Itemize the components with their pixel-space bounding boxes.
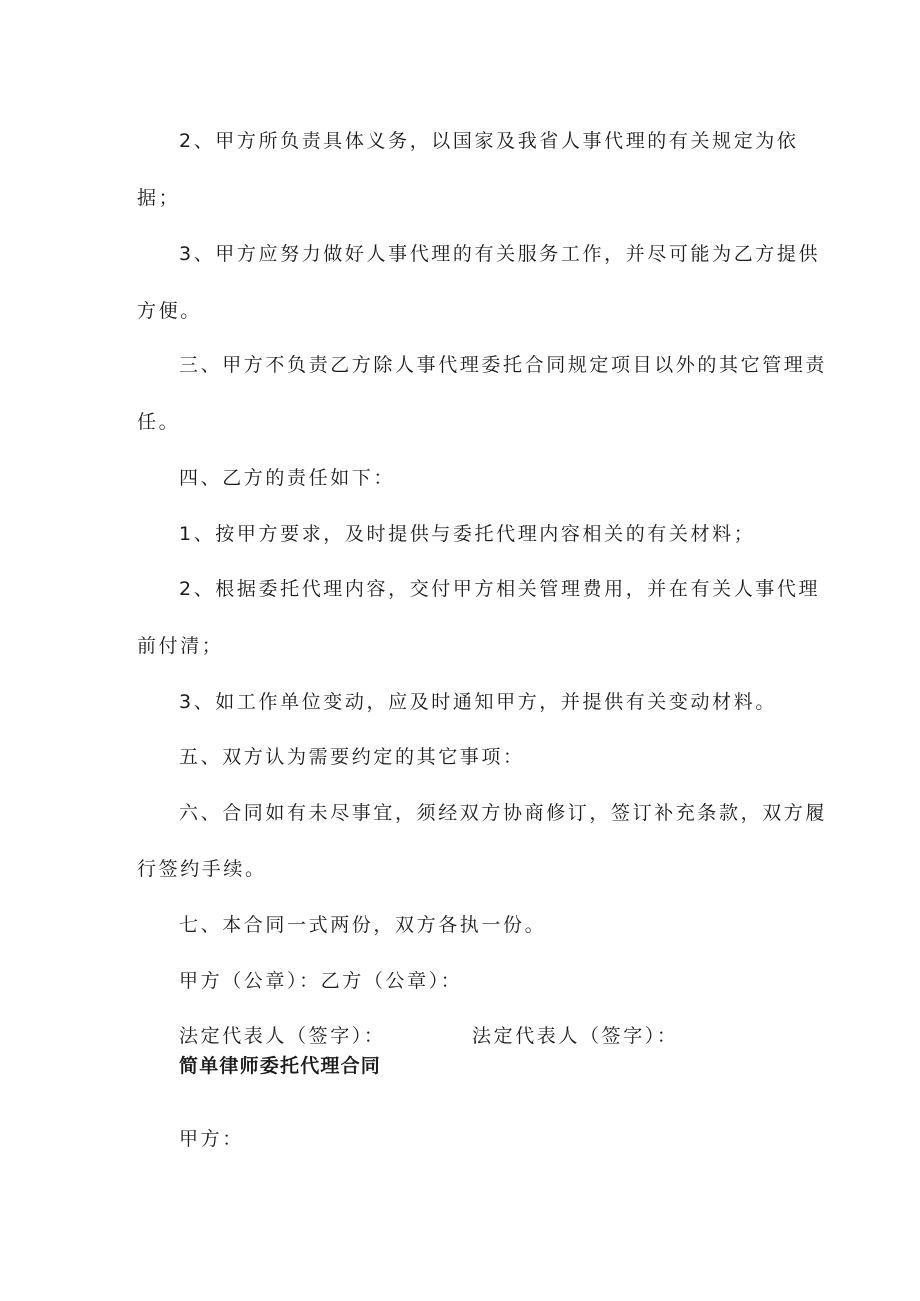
paragraph-line: 三、甲方不负责乙方除人事代理委托合同规定项目以外的其它管理责: [179, 354, 828, 376]
section-heading: 五、双方认为需要约定的其它事项：: [179, 746, 525, 768]
paragraph-line: 据；: [137, 187, 181, 209]
paragraph-line: 六、合同如有未尽事宜，须经双方协商修订，签订补充条款，双方履: [179, 802, 828, 824]
paragraph-line: 2、甲方所负责具体义务，以国家及我省人事代理的有关规定为依: [179, 130, 799, 152]
signature-right: 法定代表人（签字）：: [472, 1025, 679, 1047]
section-heading: 四、乙方的责任如下：: [179, 467, 396, 489]
party-a-label: 甲方：: [179, 1128, 244, 1150]
paragraph-line: 1、按甲方要求，及时提供与委托代理内容相关的有关材料；: [179, 523, 756, 545]
paragraph-line: 2、根据委托代理内容，交付甲方相关管理费用，并在有关人事代理: [179, 578, 821, 600]
paragraph-line: 任。: [137, 411, 181, 433]
seal-line: 甲方（公章）：乙方（公章）：: [179, 970, 463, 992]
next-contract-title: 简单律师委托代理合同: [179, 1055, 382, 1077]
paragraph-line: 3、如工作单位变动，应及时通知甲方，并提供有关变动材料。: [179, 691, 777, 713]
paragraph-line: 前付清；: [137, 635, 224, 657]
paragraph-line: 3、甲方应努力做好人事代理的有关服务工作，并尽可能为乙方提供: [179, 243, 821, 265]
paragraph-line: 七、本合同一式两份，双方各执一份。: [179, 914, 547, 936]
paragraph-line: 方便。: [137, 300, 202, 322]
signature-left: 法定代表人（签字）：: [179, 1025, 386, 1047]
paragraph-line: 行签约手续。: [137, 858, 267, 880]
